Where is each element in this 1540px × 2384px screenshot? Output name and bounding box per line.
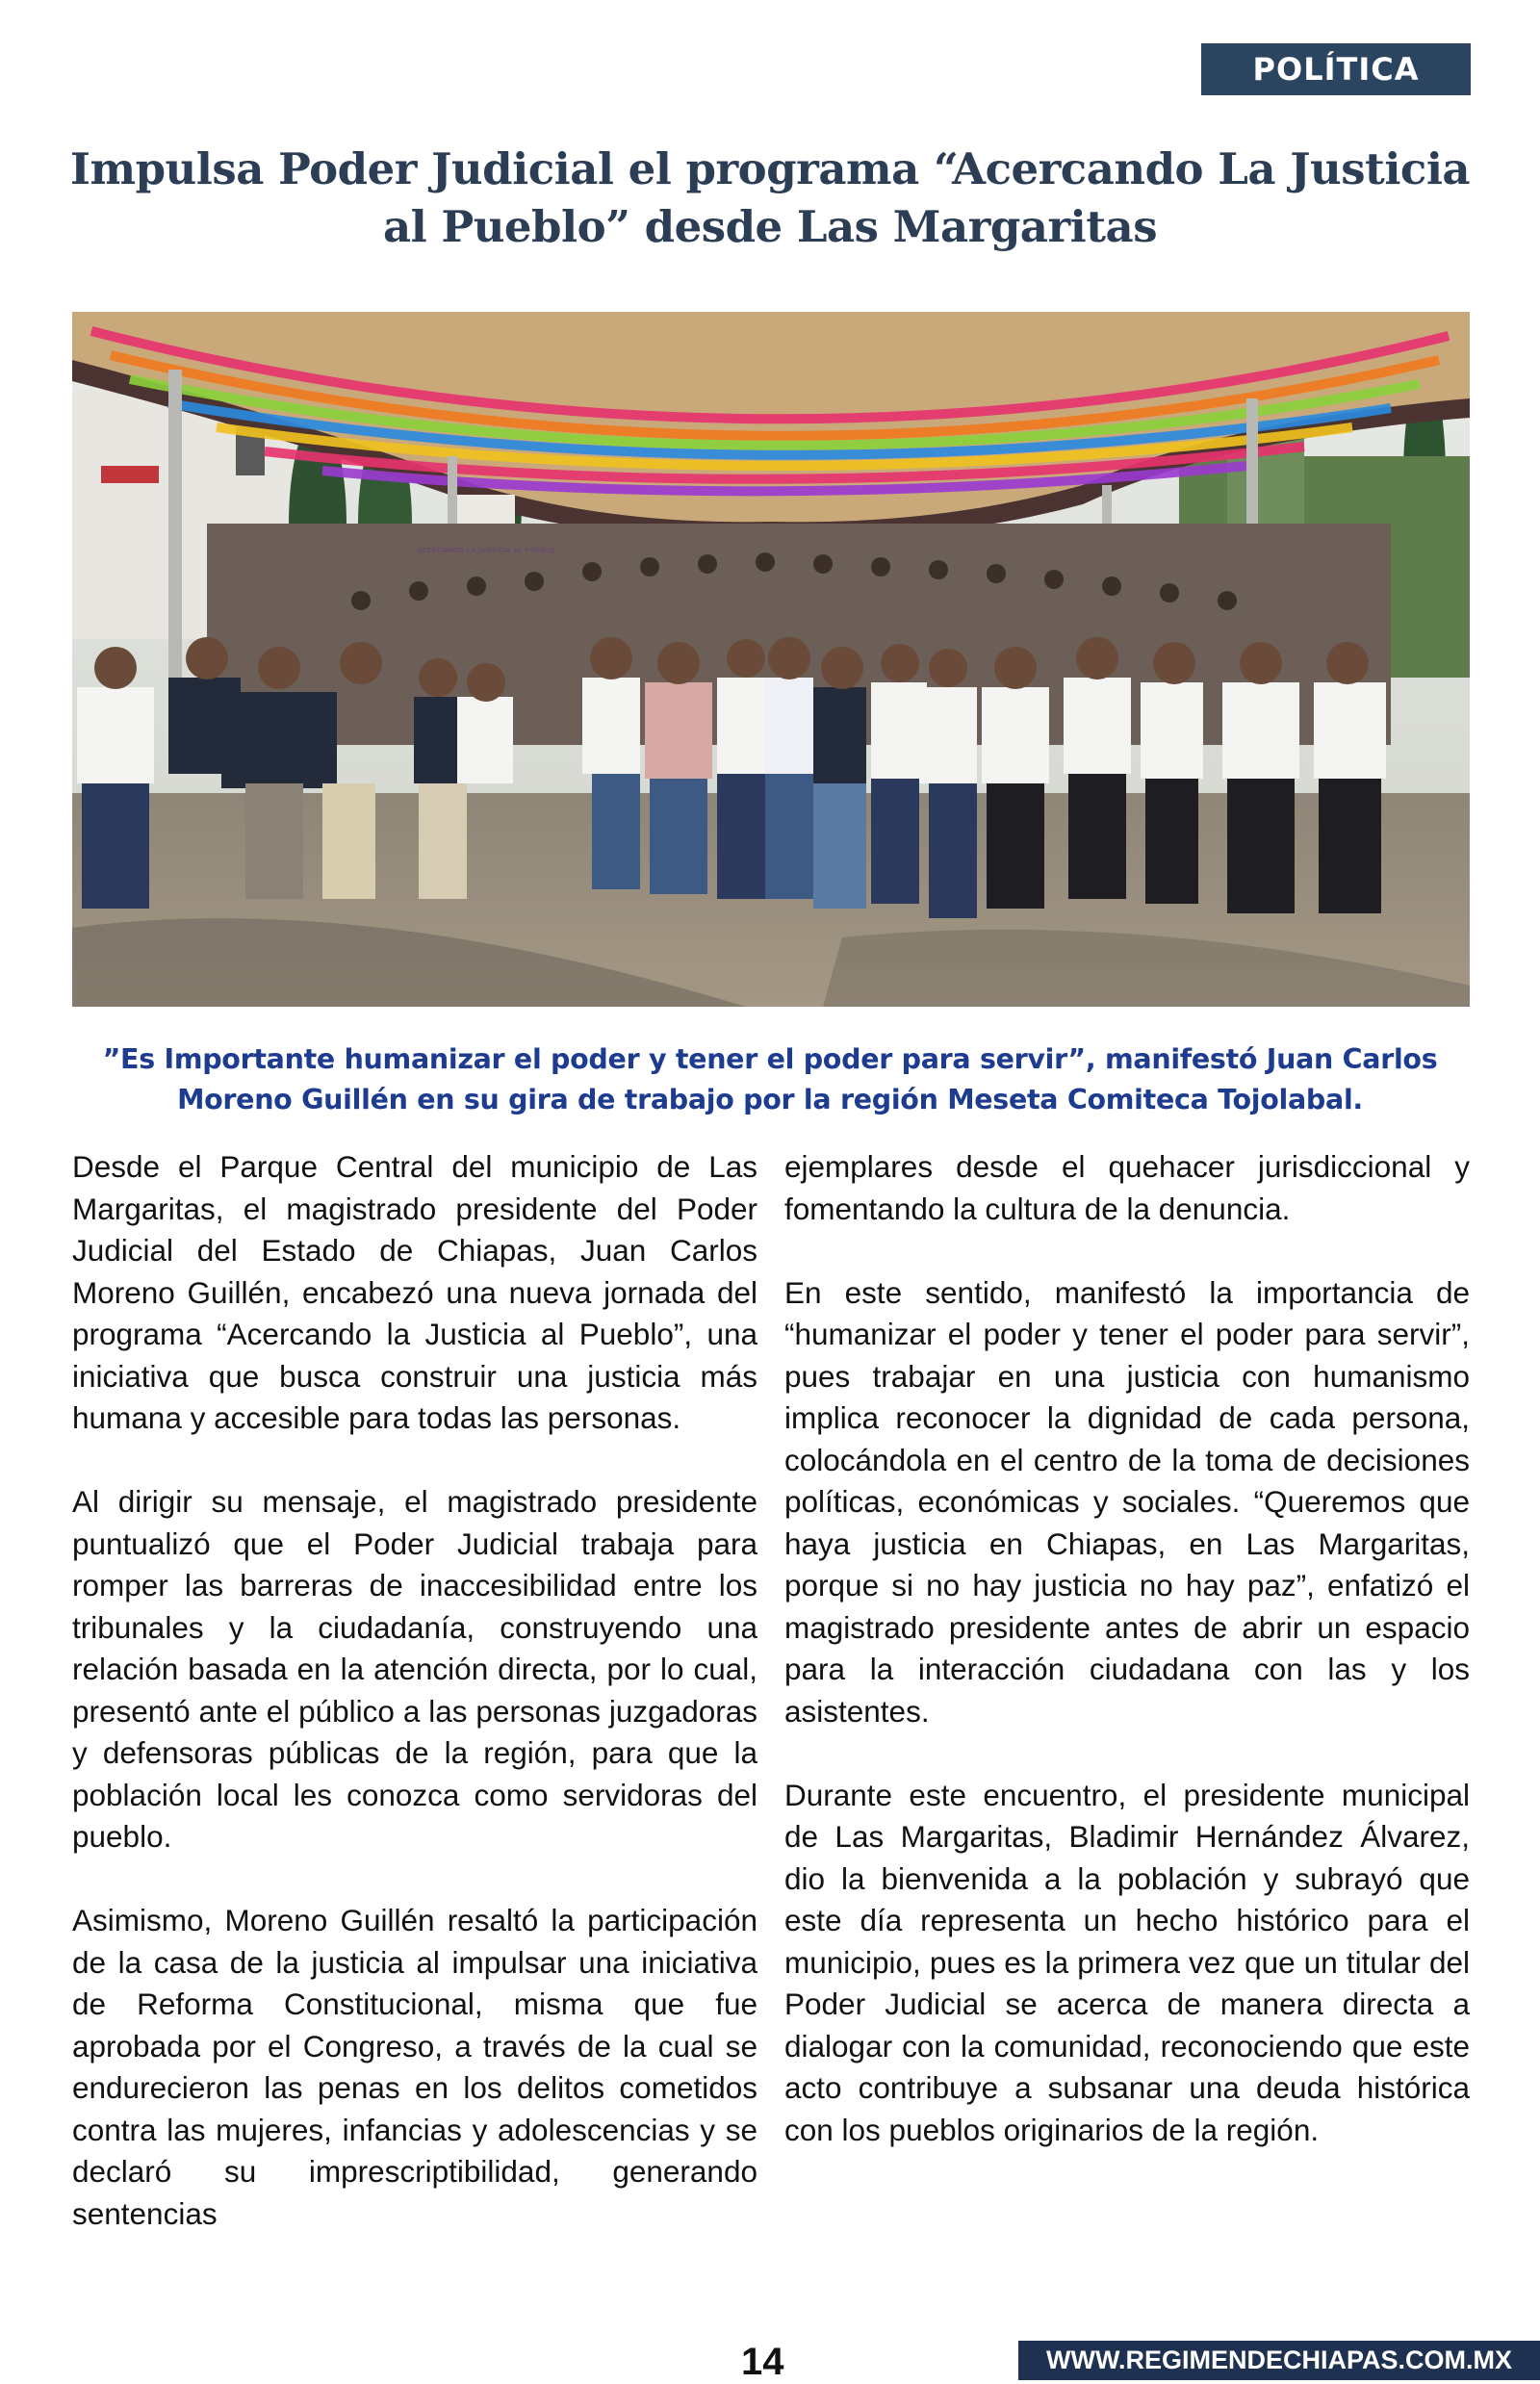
page-number: 14	[741, 2341, 784, 2383]
photo-banner-text: ACERCANDO LA JUSTICIA AL PUEBLO	[417, 547, 555, 554]
paragraph: Al dirigir su mensaje, el magistrado presidente puntualizó que el Poder Judicial trabaja para romper las barreras de inaccesibilidad entre los tribunales y la ciudadanía, construyendo una relación basada en la atención directa, por lo cual, presentó ante el público a las personas juzgadoras y defensoras públicas de la región, para que la población local les conozca como servidoras del pueblo.	[72, 1484, 757, 1854]
photo-caption: ”Es Importante humanizar el poder y tener el poder para servir”, manifestó Juan Carlos Moreno Guillén en su gira de trabajo por la región Meseta Comiteca Tojolabal.	[102, 1043, 1438, 1115]
paragraph: Desde el Parque Central del municipio de Las Margaritas, el magistrado presidente del Poder Judicial del Estado de Chiapas, Juan Carlos Moreno Guillén, encabezó una nueva jornada del programa “Acercando la Justicia al Pueblo”, una iniciativa que busca construir una justicia más humana y accesible para todas las personas.	[72, 1149, 757, 1435]
article-column-left	[72, 1146, 757, 2277]
photo-illustration	[72, 312, 1470, 1007]
section-label: POLÍTICA	[1201, 43, 1471, 95]
paragraph: Durante este encuentro, el presidente municipal de Las Margaritas, Bladimir Hernández Álvarez, dio la bienvenida a la población y subrayó que este día representa un hecho histórico para el municipio, pues es la primera vez que un titular del Poder Judicial se acerca de manera directa a dialogar con la comunidad, reconociendo que este acto contribuye a subsanar una deuda histórica con los pueblos originarios de la región.	[784, 1777, 1470, 2147]
paragraph: Asimismo, Moreno Guillén resaltó la participación de la casa de la justicia al impulsar una iniciativa de Reforma Constitucional, misma que fue aprobada por el Congreso, a través de la cual se endurecieron las penas en los delitos cometidos contra las mujeres, infancias y adolescencias y se declaró su imprescriptibilidad, generando sentencias	[72, 1903, 757, 2231]
website-footer-link[interactable]: WWW.REGIMENDECHIAPAS.COM.MX	[1018, 2341, 1540, 2380]
paragraph: En este sentido, manifestó la importancia de “humanizar el poder y tener el poder para servir”, pues trabajar en una justicia con humanismo implica reconocer la dignidad de cada persona, colocándola en el centro de la toma de decisiones políticas, económicas y sociales. “Queremos que haya justicia en Chiapas, en Las Margaritas, porque si no hay justicia no hay paz”, enfatizó el magistrado presidente antes de abrir un espacio para la interacción ciudadana con las y los asistentes.	[784, 1274, 1470, 1729]
article-headline: Impulsa Poder Judicial el programa “Acercando La Justicia al Pueblo” desde Las Margaritas	[69, 143, 1471, 252]
article-column-right	[784, 1146, 1470, 2193]
event-group-photo	[72, 312, 1470, 1007]
paragraph: ejemplares desde el quehacer jurisdiccional y fomentando la cultura de la denuncia.	[784, 1149, 1470, 1226]
